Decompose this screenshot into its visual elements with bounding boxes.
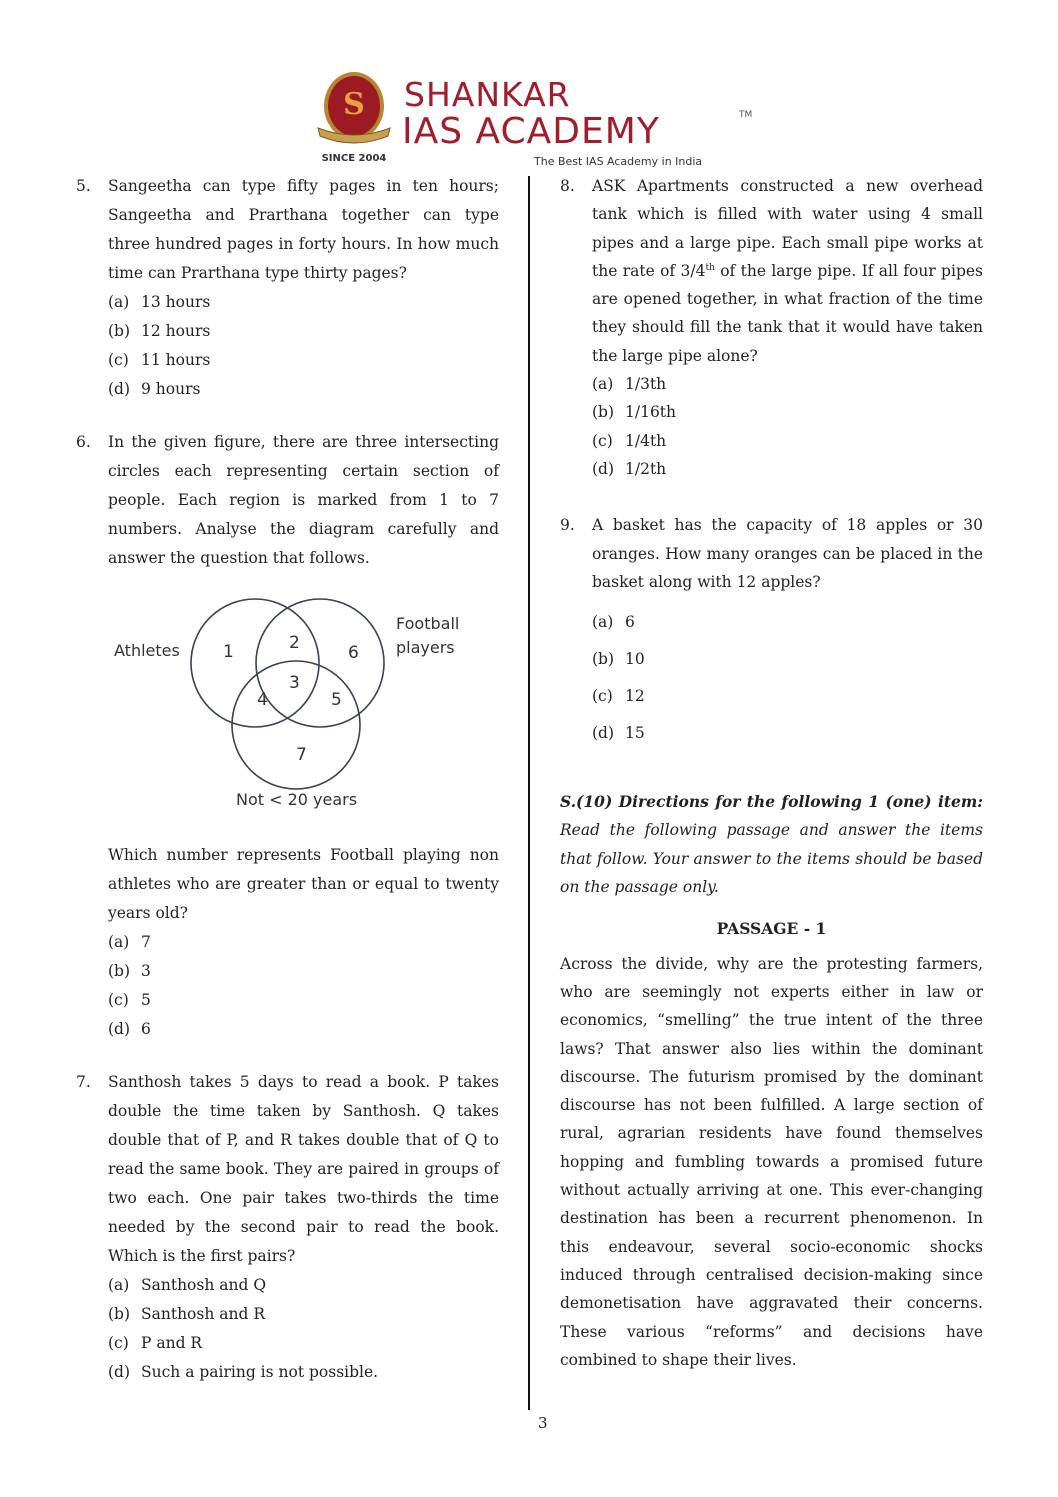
label-age: Not < 20 years xyxy=(236,790,358,809)
option-d xyxy=(108,1358,499,1387)
question-5 xyxy=(76,172,499,404)
option-text: 15 xyxy=(625,724,645,743)
academy-emblem-icon xyxy=(314,70,394,150)
option-text: 1/16th xyxy=(625,403,677,422)
option-b xyxy=(108,317,499,346)
since-label: SINCE 2004 xyxy=(321,153,387,164)
option-label: (a) xyxy=(592,613,614,632)
passage-title: PASSAGE - 1 xyxy=(716,919,827,939)
option-c xyxy=(108,346,499,375)
option-b xyxy=(108,1300,499,1329)
question-text: Santhosh takes 5 days to read a book. P takes double the time taken by Santhosh. Q takes double that of P, and R takes double that of Q to read the same book. They are paired in groups of two each. One pair takes two-thirds the time needed by the second pair to read the book. Which is the first pairs? xyxy=(108,1073,499,1265)
circle-athletes xyxy=(191,599,319,727)
option-d xyxy=(108,375,499,404)
option-text: 1/4th xyxy=(625,431,667,450)
option-b xyxy=(108,957,499,986)
option-label: (c) xyxy=(108,351,129,369)
option-label: (a) xyxy=(592,375,614,394)
option-text: Such a pairing is not possible. xyxy=(141,1363,379,1381)
options-list xyxy=(592,370,983,483)
option-label: (b) xyxy=(108,1305,131,1323)
option-a xyxy=(108,1271,499,1300)
directions xyxy=(560,788,983,901)
option-label: (d) xyxy=(108,380,131,398)
question-9 xyxy=(560,511,983,752)
region-3: 3 xyxy=(289,673,300,693)
option-d xyxy=(592,715,983,752)
question-number: 7. xyxy=(76,1073,91,1091)
question-text xyxy=(592,172,983,370)
label-football-line2: players xyxy=(396,638,455,657)
region-2: 2 xyxy=(289,633,300,653)
option-d xyxy=(592,455,983,483)
option-text: 7 xyxy=(141,933,151,951)
option-a xyxy=(108,288,499,317)
option-label: (c) xyxy=(592,687,613,706)
option-text: P and R xyxy=(141,1334,203,1352)
option-label: (c) xyxy=(592,431,613,450)
option-label: (d) xyxy=(108,1020,131,1038)
option-text: Santhosh and R xyxy=(141,1305,265,1323)
option-label: (b) xyxy=(592,403,615,422)
tagline: The Best IAS Academy in India xyxy=(534,155,703,168)
question-text: A basket has the capacity of 18 apples or 30 oranges. How many oranges can be placed in the basket along with 12 apples? xyxy=(592,516,983,591)
label-football-line1: Football xyxy=(396,614,460,633)
circle-football-players xyxy=(256,599,384,727)
option-text: 3 xyxy=(141,962,151,980)
option-text: 6 xyxy=(625,613,635,632)
option-d xyxy=(108,1015,499,1044)
question-prompt: Which number represents Football playing non athletes who are greater than or equal to twenty years old? xyxy=(108,846,499,922)
options-list xyxy=(108,928,499,1044)
trademark-mark: TM xyxy=(739,110,753,120)
academy-logo xyxy=(304,68,764,168)
option-text: 12 hours xyxy=(141,322,211,340)
option-text: 6 xyxy=(141,1020,151,1038)
question-8 xyxy=(560,172,983,483)
options-list xyxy=(108,1271,499,1387)
venn-diagram xyxy=(100,593,500,833)
option-label: (d) xyxy=(108,1363,131,1381)
superscript: th xyxy=(705,262,715,273)
directions-heading: S.(10) Directions for the following 1 (one) item: xyxy=(560,792,983,812)
passage-text: Across the divide, why are the protesting farmers, who are seemingly not experts either in law or economics, “smelling” the true intent of the three laws? That answer also lies within the dominant discourse. The futurism promised by the dominant discourse has not been fulfilled. A large section of rural, agrarian residents have found themselves hopping and fumbling towards a promised future without actually arriving at one. This ever-changing destination has been a recurrent phenomenon. In this endeavour, several socio-economic shocks induced through centralised decision-making since demonetisation have aggravated their concerns. These various “reforms” and decisions have combined to shape their lives. xyxy=(560,954,983,1369)
option-c xyxy=(592,427,983,455)
option-b xyxy=(592,641,983,678)
option-label: (b) xyxy=(592,650,615,669)
option-text: 1/2th xyxy=(625,459,667,478)
options-list xyxy=(108,288,499,404)
question-number: 5. xyxy=(76,177,91,195)
region-6: 6 xyxy=(348,643,359,663)
option-text: 12 xyxy=(625,687,645,706)
question-number: 6. xyxy=(76,433,91,451)
option-text: 9 hours xyxy=(141,380,201,398)
option-label: (b) xyxy=(108,962,131,980)
option-label: (b) xyxy=(108,322,131,340)
question-text: In the given figure, there are three intersecting circles each representing certain section of people. Each region is marked from 1 to 7 numbers. Analyse the diagram carefully and answer the question that follows. xyxy=(108,433,499,567)
brand-name-line1: SHANKAR xyxy=(404,75,571,114)
region-7: 7 xyxy=(296,745,307,765)
question-7 xyxy=(76,1068,499,1387)
option-label: (a) xyxy=(108,933,130,951)
options-list xyxy=(592,604,983,752)
question-number: 9. xyxy=(560,516,575,535)
question-text: Sangeetha can type fifty pages in ten hours; Sangeetha and Prarthana together can type three hundred pages in forty hours. In how much time can Prarthana type thirty pages? xyxy=(108,177,499,282)
option-label: (a) xyxy=(108,1276,130,1294)
option-c xyxy=(592,678,983,715)
option-label: (a) xyxy=(108,293,130,311)
region-5: 5 xyxy=(331,690,342,710)
question-text-part: ASK Apartments constructed a new overhead tank which is filled with water using 4 small pipes and a large pipe. Each small pipe works at the rate of 3/4 xyxy=(592,177,983,280)
label-athletes: Athletes xyxy=(114,641,180,660)
option-text: 5 xyxy=(141,991,151,1009)
column-divider xyxy=(528,176,530,1410)
option-text: 1/3th xyxy=(625,375,667,394)
option-label: (d) xyxy=(592,459,615,478)
directions-text: Read the following passage and answer the items that follow. Your answer to the items should be based on the passage only. xyxy=(560,821,983,897)
option-text: 11 hours xyxy=(141,351,211,369)
option-label: (d) xyxy=(592,724,615,743)
left-column xyxy=(76,172,499,1387)
option-c xyxy=(108,1329,499,1358)
brand-name-line2: IAS ACADEMY xyxy=(402,111,660,152)
option-text: 10 xyxy=(625,650,645,669)
question-text-part: of the large pipe. If all four pipes are opened together, in what fraction of the time they should fill the tank that it would have taken the large pipe alone? xyxy=(592,261,983,365)
option-a xyxy=(108,928,499,957)
option-c xyxy=(108,986,499,1015)
option-b xyxy=(592,398,983,426)
emblem-letter: S xyxy=(343,87,365,122)
option-text: 13 hours xyxy=(141,293,211,311)
region-1: 1 xyxy=(223,642,234,662)
option-label: (c) xyxy=(108,1334,129,1352)
option-text: Santhosh and Q xyxy=(141,1276,267,1294)
region-4: 4 xyxy=(257,690,268,710)
right-column xyxy=(560,172,983,1374)
option-label: (c) xyxy=(108,991,129,1009)
page-number: 3 xyxy=(538,1414,548,1432)
option-a xyxy=(592,370,983,398)
question-6 xyxy=(76,428,499,1044)
option-a xyxy=(592,604,983,641)
question-number: 8. xyxy=(560,177,575,195)
